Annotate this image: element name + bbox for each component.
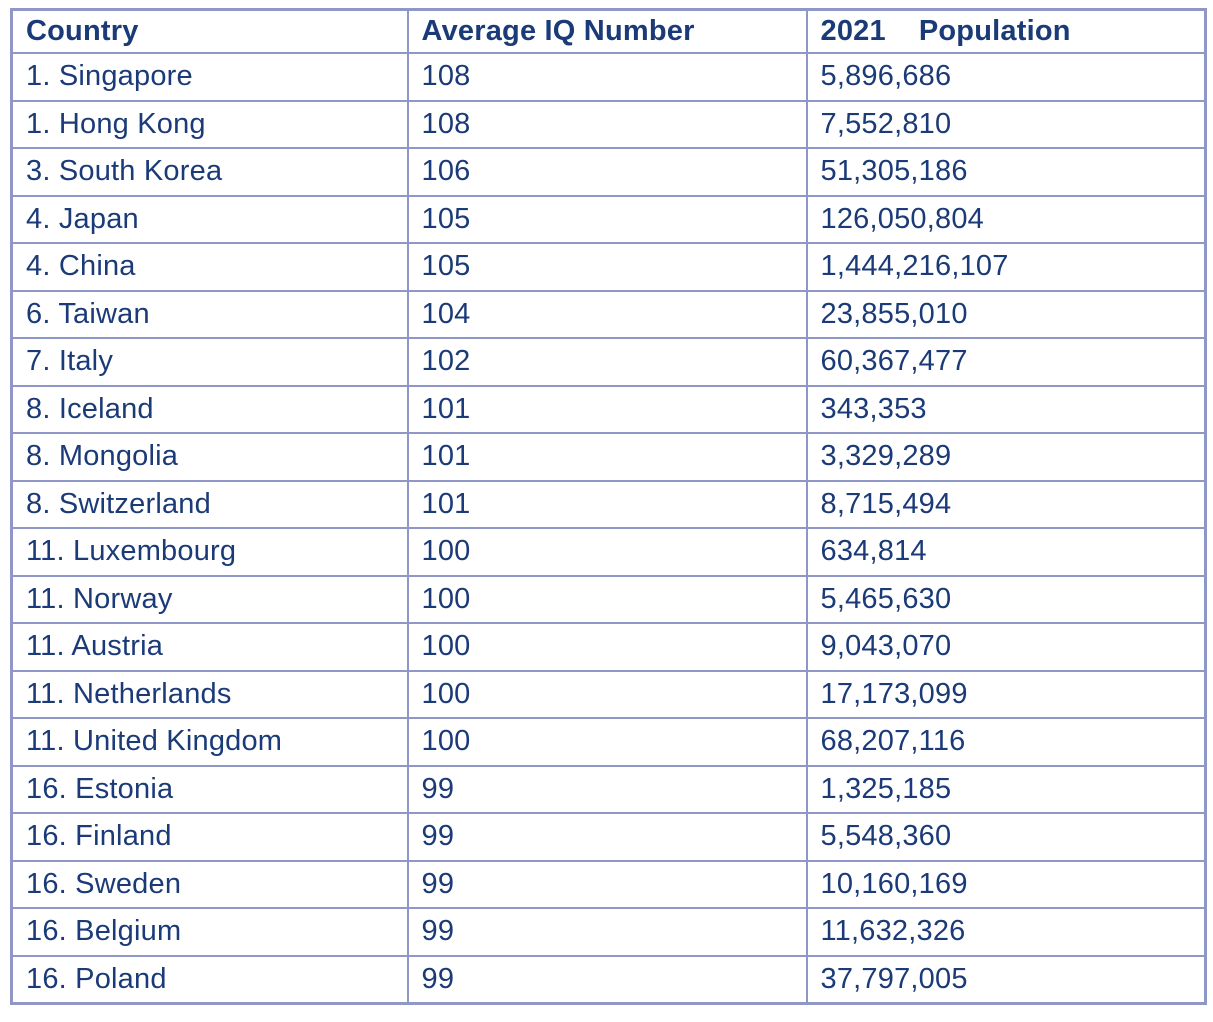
table-row (12, 481, 1206, 529)
table-row (12, 766, 1206, 814)
iq-cell: 100 (408, 718, 807, 766)
population-cell: 7,552,810 (807, 101, 1206, 149)
population-cell: 1,325,185 (807, 766, 1206, 814)
iq-cell: 101 (408, 386, 807, 434)
iq-ranking-table (10, 8, 1207, 1005)
population-cell: 3,329,289 (807, 433, 1206, 481)
table-row (12, 623, 1206, 671)
table-row (12, 53, 1206, 101)
iq-cell: 99 (408, 908, 807, 956)
country-cell: 11. Austria (12, 623, 408, 671)
country-cell: 16. Belgium (12, 908, 408, 956)
table-row (12, 861, 1206, 909)
country-cell: 8. Switzerland (12, 481, 408, 529)
iq-cell: 100 (408, 671, 807, 719)
table-row (12, 576, 1206, 624)
country-cell: 3. South Korea (12, 148, 408, 196)
table-row (12, 101, 1206, 149)
iq-cell: 104 (408, 291, 807, 339)
column-header-average-iq: Average IQ Number (408, 10, 807, 54)
country-cell: 8. Iceland (12, 386, 408, 434)
population-cell: 68,207,116 (807, 718, 1206, 766)
population-cell: 1,444,216,107 (807, 243, 1206, 291)
iq-cell: 106 (408, 148, 807, 196)
table-row (12, 243, 1206, 291)
table-row (12, 671, 1206, 719)
iq-cell: 108 (408, 53, 807, 101)
population-cell: 8,715,494 (807, 481, 1206, 529)
iq-cell: 101 (408, 433, 807, 481)
population-cell: 5,465,630 (807, 576, 1206, 624)
country-cell: 8. Mongolia (12, 433, 408, 481)
iq-cell: 108 (408, 101, 807, 149)
country-cell: 4. Japan (12, 196, 408, 244)
iq-cell: 99 (408, 956, 807, 1004)
country-cell: 16. Estonia (12, 766, 408, 814)
population-cell: 9,043,070 (807, 623, 1206, 671)
iq-cell: 100 (408, 576, 807, 624)
table-row (12, 338, 1206, 386)
population-cell: 5,548,360 (807, 813, 1206, 861)
table-row (12, 528, 1206, 576)
table-row (12, 291, 1206, 339)
country-cell: 16. Poland (12, 956, 408, 1004)
column-header-country: Country (12, 10, 408, 54)
iq-cell: 100 (408, 528, 807, 576)
population-cell: 23,855,010 (807, 291, 1206, 339)
country-cell: 16. Sweden (12, 861, 408, 909)
population-cell: 60,367,477 (807, 338, 1206, 386)
country-cell: 11. Luxembourg (12, 528, 408, 576)
population-cell: 634,814 (807, 528, 1206, 576)
column-header-population: 2021 Population (807, 10, 1206, 54)
iq-cell: 99 (408, 813, 807, 861)
population-cell: 37,797,005 (807, 956, 1206, 1004)
table-row (12, 433, 1206, 481)
table-row (12, 813, 1206, 861)
country-cell: 1. Singapore (12, 53, 408, 101)
header-row (12, 10, 1206, 54)
iq-cell: 101 (408, 481, 807, 529)
population-cell: 17,173,099 (807, 671, 1206, 719)
iq-cell: 102 (408, 338, 807, 386)
country-cell: 11. Netherlands (12, 671, 408, 719)
table-row (12, 718, 1206, 766)
iq-cell: 99 (408, 766, 807, 814)
iq-ranking-table-container (10, 8, 1207, 1005)
population-cell: 126,050,804 (807, 196, 1206, 244)
iq-cell: 105 (408, 196, 807, 244)
table-body (12, 53, 1206, 1004)
iq-cell: 100 (408, 623, 807, 671)
country-cell: 6. Taiwan (12, 291, 408, 339)
table-row (12, 908, 1206, 956)
iq-cell: 105 (408, 243, 807, 291)
country-cell: 11. Norway (12, 576, 408, 624)
country-cell: 11. United Kingdom (12, 718, 408, 766)
iq-cell: 99 (408, 861, 807, 909)
table-row (12, 386, 1206, 434)
country-cell: 1. Hong Kong (12, 101, 408, 149)
table-row (12, 956, 1206, 1004)
country-cell: 7. Italy (12, 338, 408, 386)
table-row (12, 196, 1206, 244)
population-cell: 51,305,186 (807, 148, 1206, 196)
country-cell: 4. China (12, 243, 408, 291)
population-cell: 11,632,326 (807, 908, 1206, 956)
population-cell: 343,353 (807, 386, 1206, 434)
population-cell: 10,160,169 (807, 861, 1206, 909)
table-row (12, 148, 1206, 196)
country-cell: 16. Finland (12, 813, 408, 861)
population-cell: 5,896,686 (807, 53, 1206, 101)
